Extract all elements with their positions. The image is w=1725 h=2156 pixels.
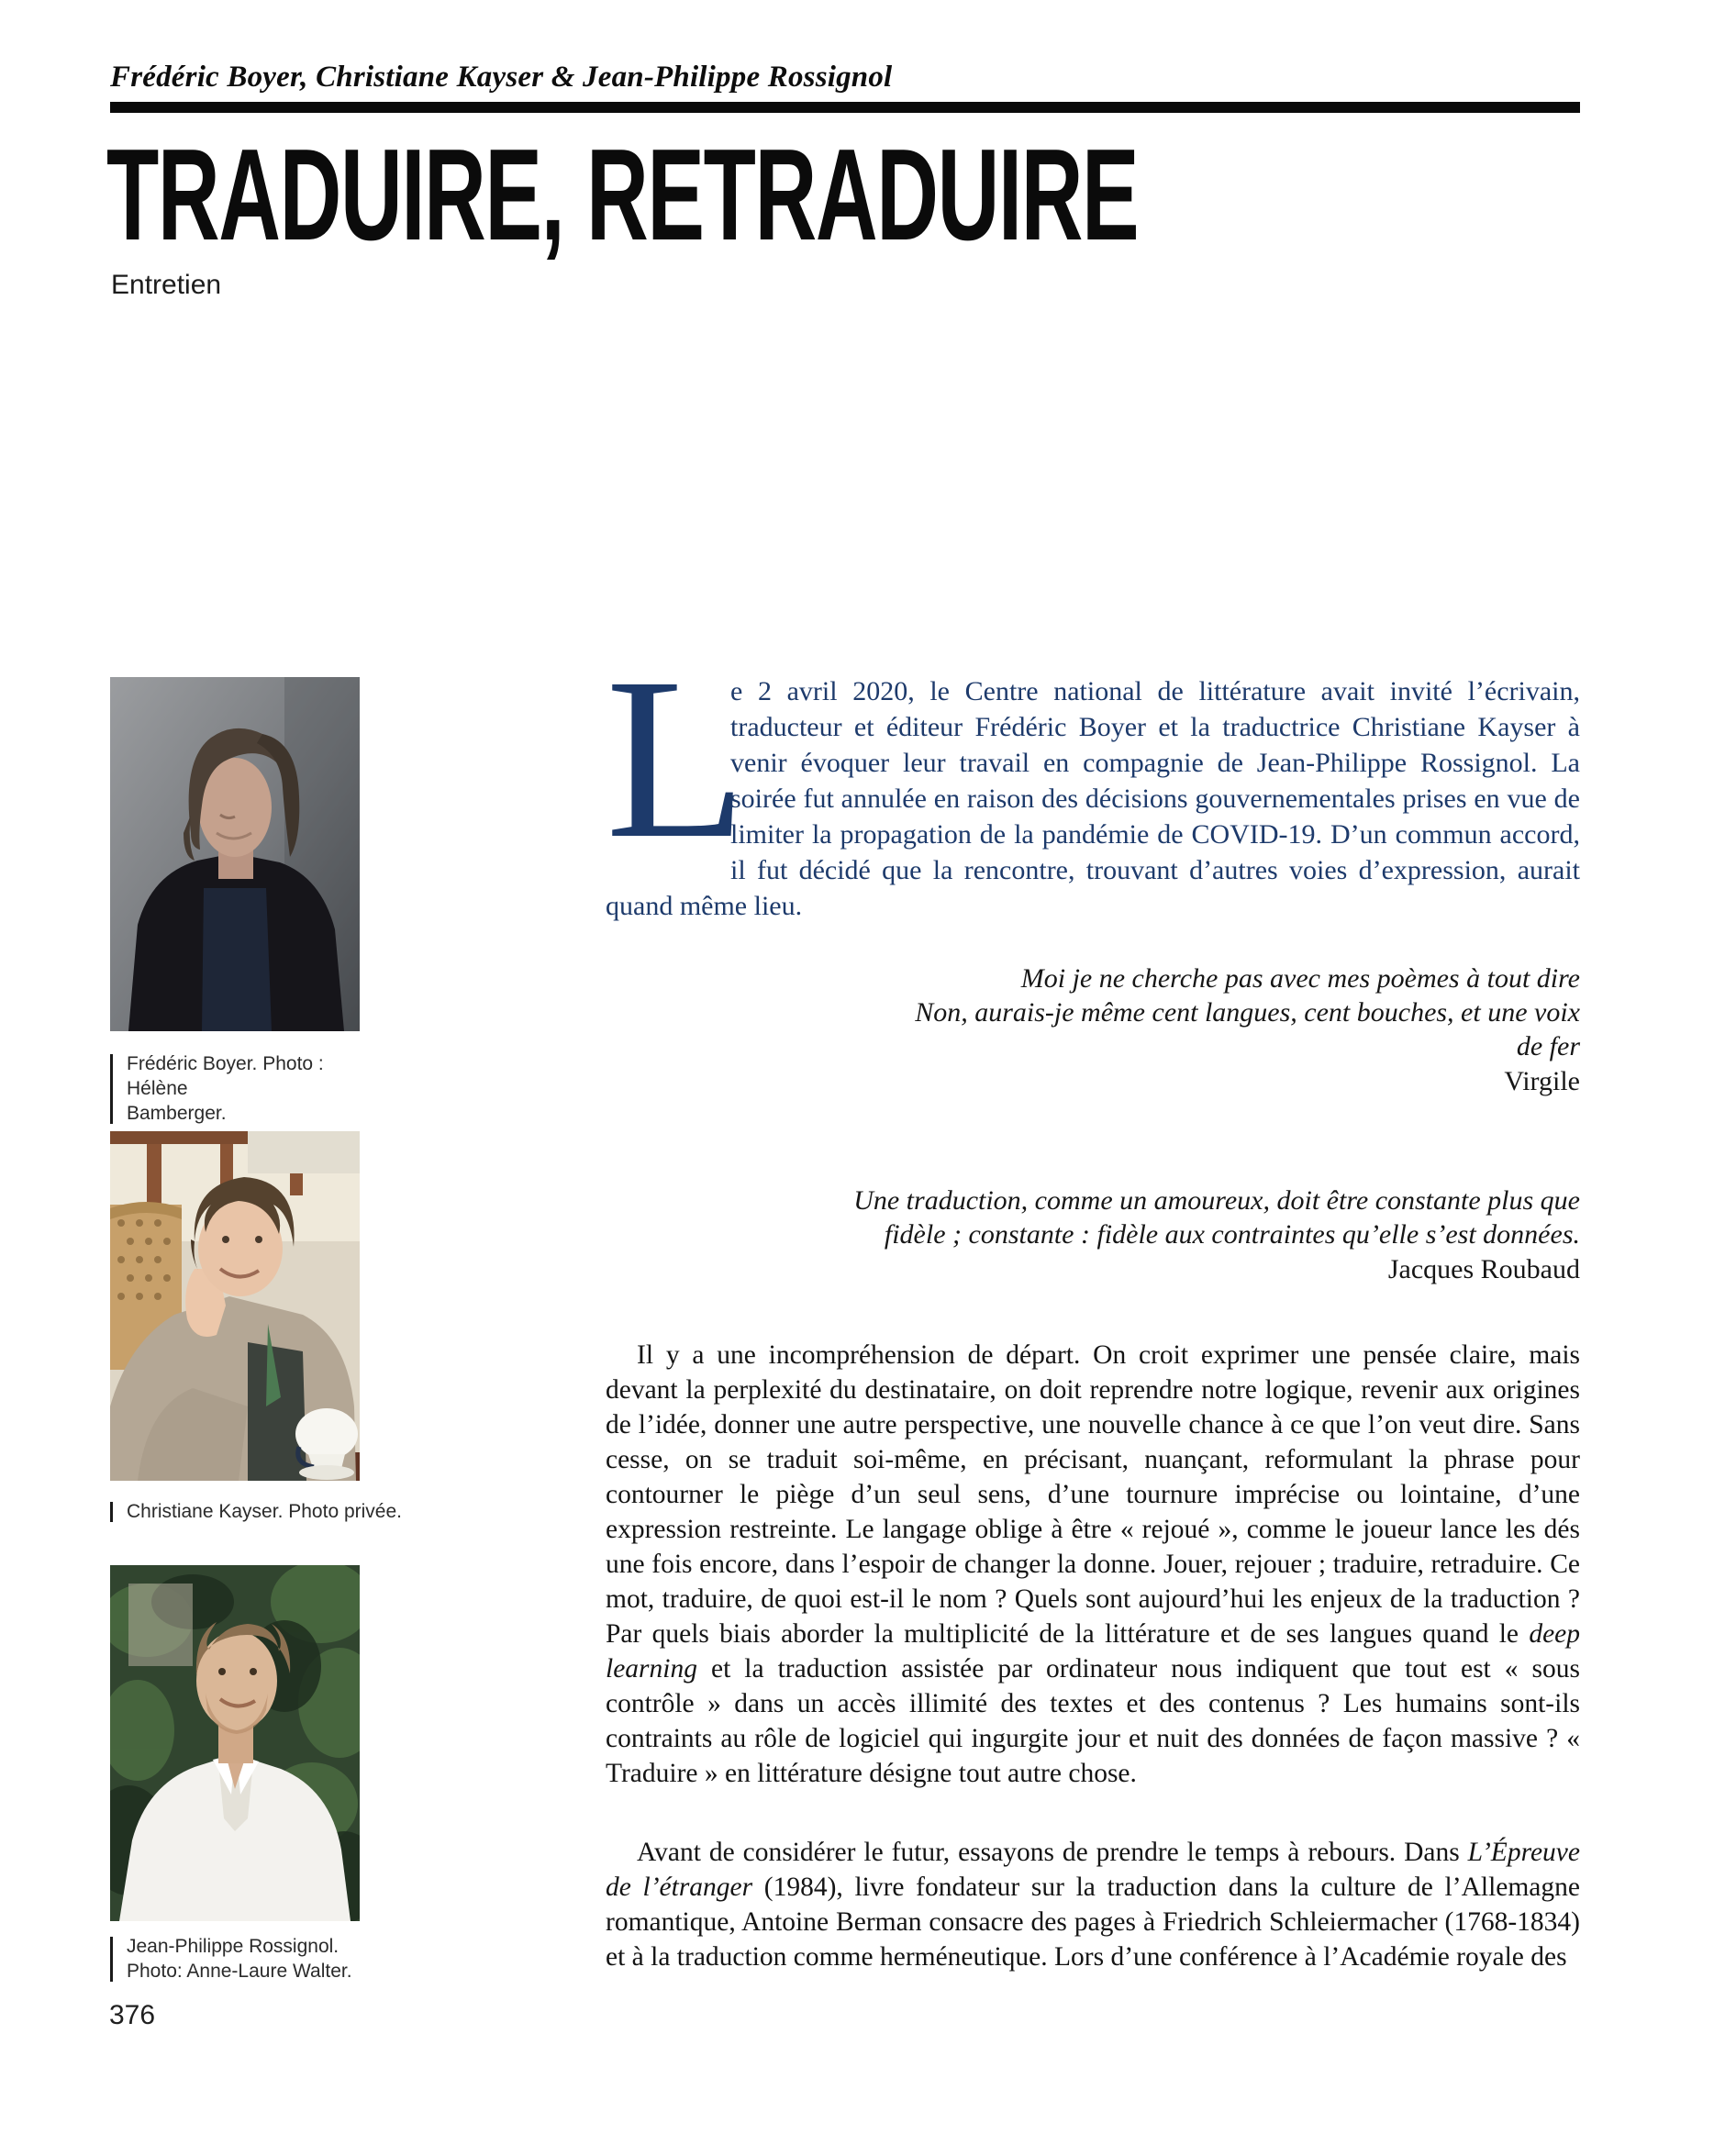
body-paragraph-2	[606, 1835, 1580, 1974]
paragraph-text: Il y a une incompréhension de départ. On croit exprimer une pensée claire, mais devant la perplexité du destinataire, on doit reprendre notre logique, revenir aux origines de l’idée, donner une autre perspective, une nouvelle chance à ce que l’on veut dire. Sans cesse, on se traduit soi-même, en précisant, nuançant, reformulant la phrase pour contourner le piège d’un seul sens, d’une tournure imprécise ou lointaine, d’une expression restreinte. Le langage oblige à être « rejoué », comme le joueur lance les dés une fois encore, dans l’espoir de changer la donne. Jouer, rejouer ; traduire, retraduire. Ce mot, traduire, de quoi est-il le nom ? Quels sont aujourd’hui les enjeux de la traduction ? Par quels biais aborder la multiplicité de la littérature et de ses langues quand le deep learning et la traduction assistée par ordinateur nous indiquent que tout est « sous contrôle » dans un accès illimité des textes et des contenus ? Les humains sont-ils contraints au rôle de logiciel qui ingurgite jour et nuit des données de façon massive ? « Traduire » en littérature désigne tout autre chose.	[606, 1340, 1580, 1788]
caption-text: Frédéric Boyer. Photo : Hélène Bamberger.	[127, 1053, 324, 1124]
paragraph-text: Avant de considérer le futur, essayons de prendre le temps à rebours. Dans L’Épreuve de l’étranger (1984), livre fondateur sur la traduction dans la culture de l’Allemagne romantique, Antoine Berman consacre des pages à Friedrich Schleiermacher (1768-1834) et à la traduction comme herméneutique. Lors d’une conférence à l’Académie royale des	[606, 1838, 1580, 1972]
body-paragraph-1	[606, 1338, 1580, 1791]
epigraph-lines: Moi je ne cherche pas avec mes poèmes à tout dire Non, aurais-je même cent langues, cent bouches, et une voix de fer	[915, 963, 1580, 1061]
portrait-illustration	[110, 1131, 360, 1481]
photo-frederic-boyer	[110, 677, 360, 1031]
caption-text: Jean-Philippe Rossignol. Photo: Anne-Laure Walter.	[127, 1936, 352, 1982]
caption-bar	[110, 1937, 113, 1982]
intro-paragraph	[606, 629, 1580, 924]
epigraph-roubaud	[606, 1184, 1580, 1286]
genre-label: Entretien	[111, 270, 222, 300]
caption-bar	[110, 1054, 113, 1124]
photo-christiane-kayser	[110, 1131, 360, 1481]
epigraph-attribution: Jacques Roubaud	[1387, 1254, 1580, 1284]
photo-caption-jean-philippe-rossignol	[110, 1934, 404, 1984]
portrait-illustration	[110, 677, 360, 1031]
photo-jean-philippe-rossignol	[110, 1565, 360, 1921]
drop-cap: L	[606, 629, 747, 886]
epigraph-virgile	[606, 961, 1580, 1098]
caption-bar	[110, 1502, 113, 1522]
page-number: 376	[109, 2000, 156, 2030]
page-header-authors: Frédéric Boyer, Christiane Kayser & Jean-Philippe Rossignol	[110, 61, 893, 94]
title-rule	[110, 102, 1580, 113]
epigraph-attribution: Virgile	[1504, 1066, 1580, 1096]
portrait-illustration	[110, 1565, 360, 1921]
epigraph-lines: Une traduction, comme un amoureux, doit être constante plus que fidèle ; constante : fidèle aux contraintes qu’elle s’est données.	[853, 1185, 1580, 1250]
caption-text: Christiane Kayser. Photo privée.	[127, 1501, 402, 1522]
intro-text: e 2 avril 2020, le Centre national de littérature avait invité l’écrivain, traducteur et éditeur Frédéric Boyer et la traductrice Christiane Kayser à venir évoquer leur travail en compagnie de Jean-Philippe Rossignol. La soirée fut annulée en raison des décisions gouvernementales prises en vue de limiter la propagation de la pandémie de COVID-19. D’un commun accord, il fut décidé que la rencontre, trouvant d’autres voies d’expression, aurait quand même lieu.	[606, 676, 1580, 921]
photo-caption-frederic-boyer	[110, 1051, 385, 1126]
photo-caption-christiane-kayser	[110, 1499, 404, 1524]
page-title: TRADUIRE, RETRADUIRE	[106, 122, 1139, 268]
